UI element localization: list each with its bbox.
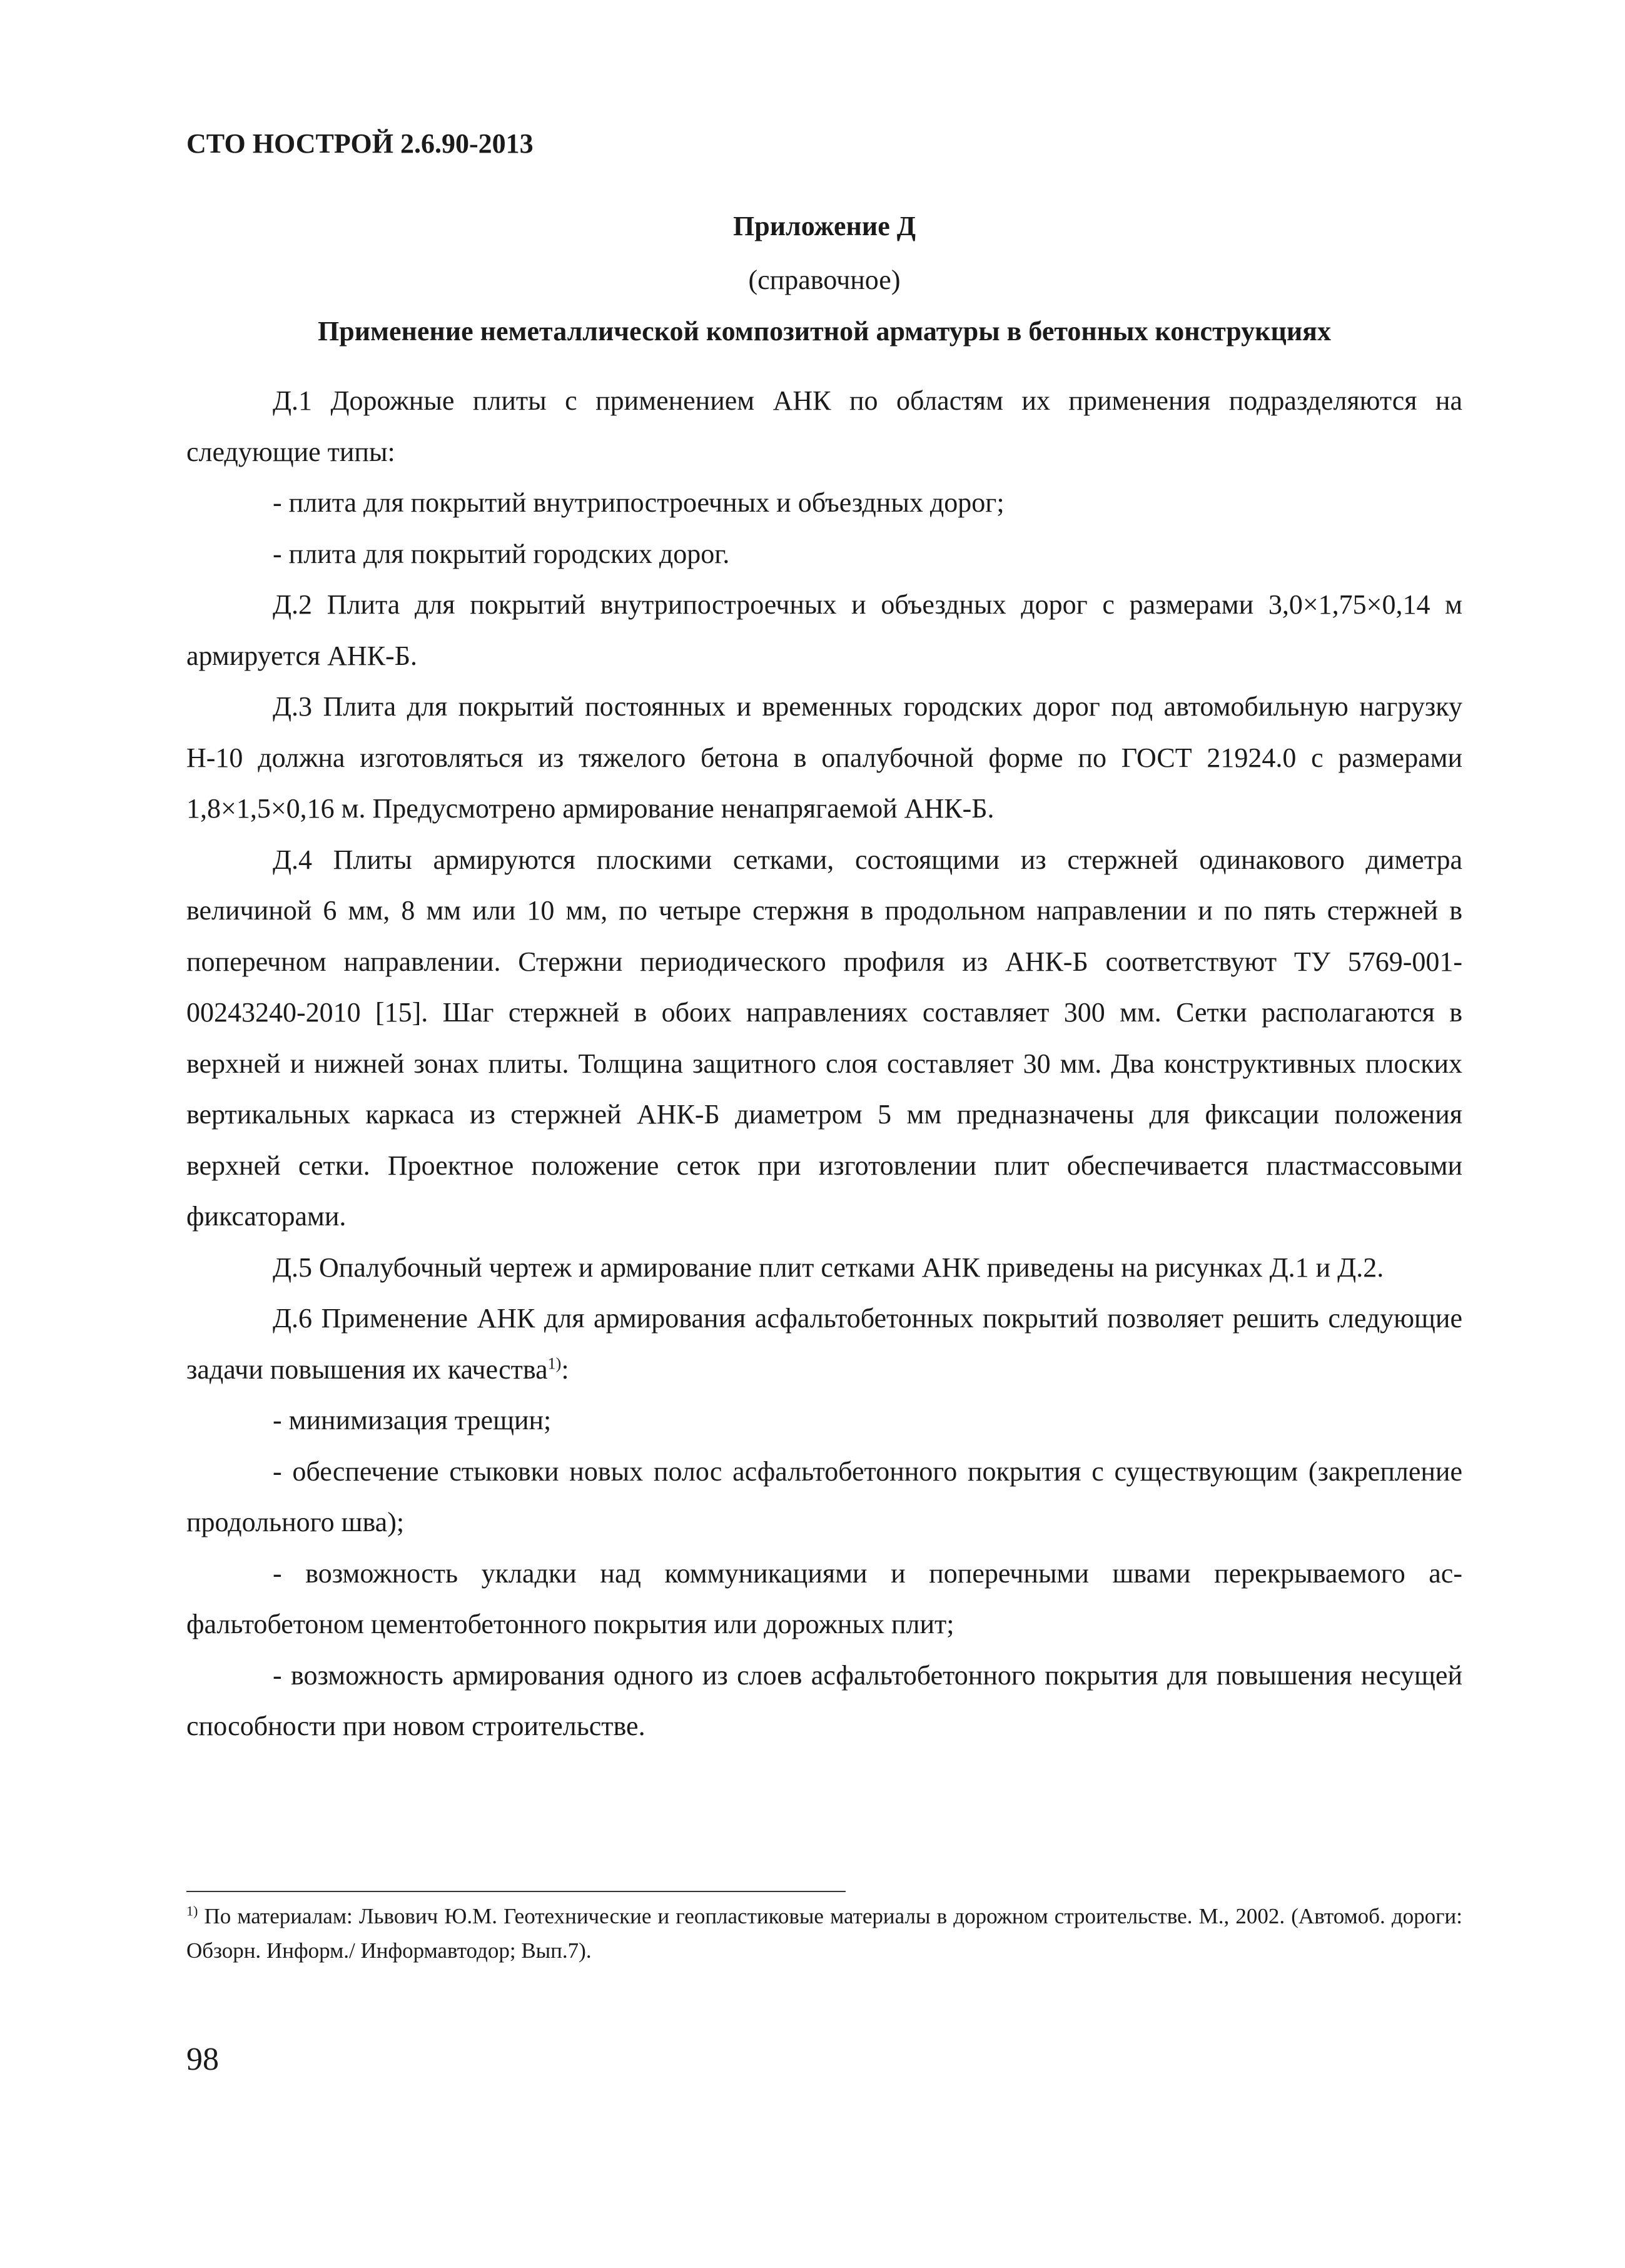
paragraph-d4: Д.4 Плиты армируются плоскими сетками, состоящими из стержней одинакового диметра величиной 6 мм, 8 мм или 10 мм, по четыре стержня в продольном направлении и по пять стержней в поперечном направлении. Стержни периодического профиля из АНК-Б соответствуют ТУ 5769-001-00243240-2010 [15]. Шаг стержней в обоих направлениях составляет 300 мм. Сетки располагаются в верхней и нижней зонах плиты. Толщина защитного слоя составляет 30 мм. Два конструктивных плоских вертикальных каркаса из стержней АНК-Б диаметром 5 мм предназначены для фиксации положения верхней сетки. Проектное положение сеток при изготовлении плит обеспечивается пластмассовыми фиксаторами. [186, 844, 1462, 1232]
list-item: - возможность армирования одного из слоев асфальтобетонного покрытия для повышения несущей способности при новом строительстве. [186, 1659, 1462, 1741]
page-number: 98 [186, 2042, 219, 2077]
footnote [186, 1899, 1462, 1968]
paragraph-d5: Д.5 Опалубочный чертеж и армирование плит сетками АНК приведены на рисунках Д.1 и Д.2. [273, 1252, 1384, 1283]
footnote-marker: 1) [186, 1903, 198, 1919]
list-item: - плита для покрытий городских дорог. [273, 538, 730, 569]
paragraph-d6-text: Д.6 Применение АНК для армирования асфальтобетонных покрытий позволяет решить следующие задачи повышения их качества [186, 1303, 1462, 1385]
paragraph-d6 [186, 1293, 1462, 1395]
appendix-subtitle: (справочное) [748, 265, 901, 295]
document-code: СТО НОСТРОЙ 2.6.90-2013 [186, 128, 534, 159]
footnote-reference[interactable]: 1) [547, 1354, 562, 1372]
list-item: - обеспечение стыковки новых полос асфальтобетонного покрытия с существующим (закрепление продольного шва); [186, 1455, 1462, 1537]
appendix-heading: Применение неметаллической композитной арматуры в бетонных конструкциях [318, 316, 1331, 347]
list-item: - минимизация трещин; [273, 1405, 552, 1435]
paragraph-d1: Д.1 Дорожные плиты с применением АНК по областям их применения подразделяются на следующие типы: [186, 385, 1462, 467]
appendix-title: Приложение Д [733, 211, 916, 241]
paragraph-d3: Д.3 Плита для покрытий постоянных и временных городских дорог под автомобильную нагрузку Н-10 должна изготовляться из тяжелого бетона в опалубочной форме по ГОСТ 21924.0 с размерами 1,8×1,5×0,16 м. Предусмотрено армирование ненапрягаемой АНК-Б. [186, 691, 1462, 824]
body-text [186, 375, 1462, 1752]
list-item: - плита для покрытий внутрипостроечных и объездных дорог; [273, 487, 1005, 518]
footnote-separator [186, 1891, 846, 1892]
list-item: - возможность укладки над коммуникациями и поперечными швами перекрываемого асфальтобетоном цементобетонного покрытия или дорожных плит; [186, 1557, 1462, 1639]
paragraph-d2: Д.2 Плита для покрытий внутрипостроечных и объездных дорог с размерами 3,0×1,75×0,14 м армируется АНК-Б. [186, 589, 1462, 671]
footnote-text: По материалам: Львович Ю.М. Геотехнические и геопластиковые материалы в дорожном строительстве. М., 2002. (Автомоб. дороги: Обзорн. Информ./ Информавтодор; Вып.7). [186, 1904, 1462, 1963]
paragraph-d6-colon: : [561, 1354, 569, 1385]
